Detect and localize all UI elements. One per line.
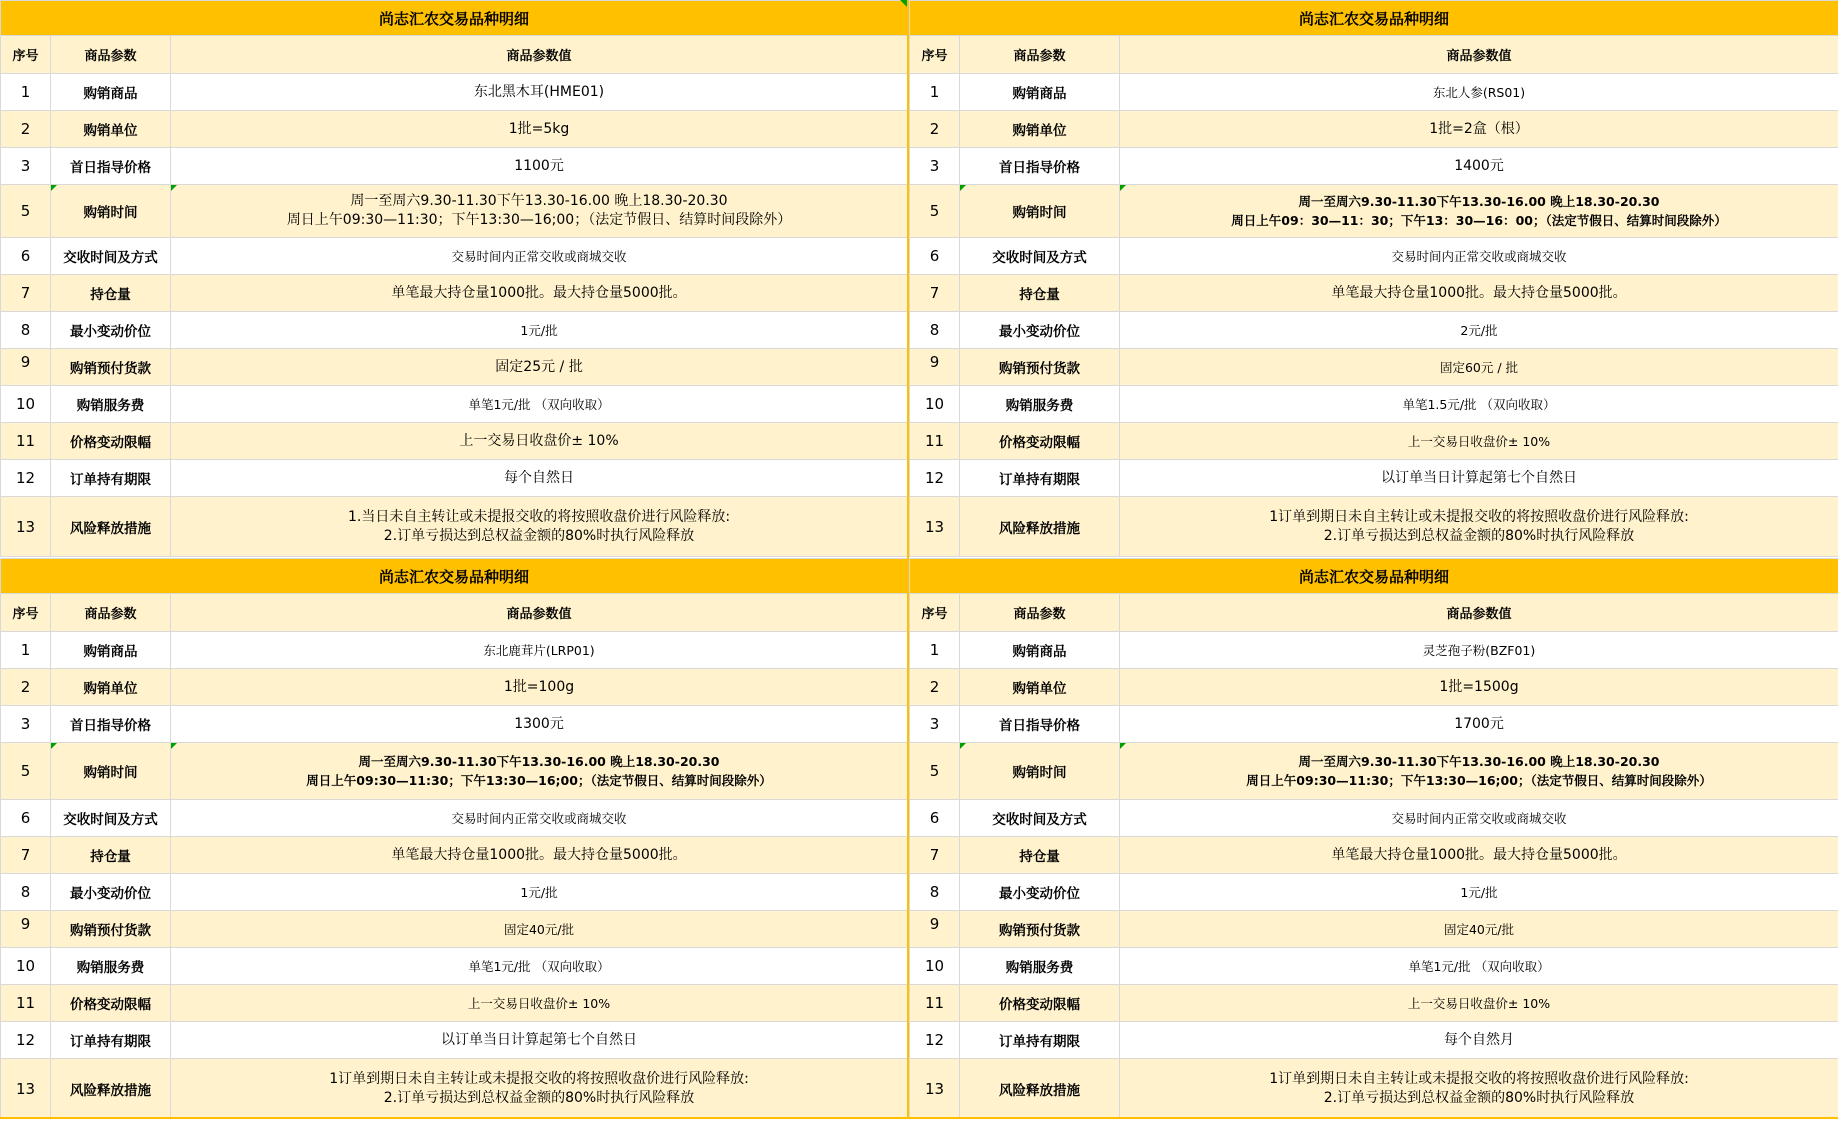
param-value-cell[interactable] <box>1120 238 1838 275</box>
param-name-cell[interactable]: 订单持有期限 <box>960 460 1120 497</box>
table-title-row <box>1 1 908 36</box>
row-number-cell[interactable]: 12 <box>910 460 960 497</box>
row-number-cell[interactable]: 13 <box>910 1059 960 1119</box>
param-value-line: 1.当日未自主转让或未提报交收的将按照收盘价进行风险释放: <box>347 508 731 525</box>
param-value-line: 1订单到期日未自主转让或未提报交收的将按照收盘价进行风险释放: <box>1269 1070 1689 1087</box>
param-name-cell[interactable]: 购销服务费 <box>960 386 1120 423</box>
param-value-line: 固定25元 / 批 <box>495 358 583 375</box>
param-value-cell[interactable] <box>171 423 908 460</box>
table-row <box>910 497 1838 557</box>
param-value-cell[interactable] <box>1120 275 1838 312</box>
header-param[interactable]: 商品参数 <box>960 594 1120 632</box>
table-row <box>1 349 908 386</box>
param-value-cell[interactable] <box>171 669 908 706</box>
param-value-cell[interactable] <box>1120 985 1838 1022</box>
param-value-line: 周一至周六9.30-11.30下午13.30-16.00 晚上18.30-20.30 <box>1298 194 1660 209</box>
param-value-line: 东北人参(RS01) <box>1432 84 1526 100</box>
table-row <box>1 1022 908 1059</box>
table-row <box>910 460 1838 497</box>
param-value-line: 1300元 <box>514 715 564 732</box>
comment-marker-icon <box>1120 743 1126 749</box>
row-number-cell[interactable]: 3 <box>910 148 960 185</box>
param-value-line: 单笔最大持仓量1000批。最大持仓量5000批。 <box>391 846 687 863</box>
header-value[interactable]: 商品参数值 <box>1120 594 1838 632</box>
row-number-cell[interactable]: 8 <box>910 874 960 911</box>
param-name-cell[interactable]: 风险释放措施 <box>51 497 171 557</box>
table-row <box>1 800 908 837</box>
param-value-line: 交易时间内正常交收或商城交收 <box>1391 248 1567 264</box>
param-value-cell[interactable] <box>1120 1059 1838 1119</box>
param-value-cell[interactable] <box>171 386 908 423</box>
param-name-cell[interactable]: 购销预付货款 <box>51 911 171 948</box>
table-row <box>1 911 908 948</box>
table-row <box>910 74 1838 111</box>
table-row <box>910 874 1838 911</box>
param-name-cell[interactable]: 购销单位 <box>51 669 171 706</box>
param-name-cell[interactable]: 购销服务费 <box>51 386 171 423</box>
param-value-line: 2.订单亏损达到总权益金额的80%时执行风险释放 <box>1323 527 1635 544</box>
param-value-cell[interactable] <box>171 985 908 1022</box>
param-value-line: 上一交易日收盘价± 10% <box>467 995 611 1011</box>
table-row <box>1 74 908 111</box>
param-value-line: 2.订单亏损达到总权益金额的80%时执行风险释放 <box>383 527 695 544</box>
param-value-cell[interactable] <box>1120 185 1838 238</box>
comment-marker-icon <box>171 743 177 749</box>
row-number-cell[interactable]: 1 <box>910 74 960 111</box>
param-value-line: 1订单到期日未自主转让或未提报交收的将按照收盘价进行风险释放: <box>329 1070 749 1087</box>
row-number-cell[interactable]: 10 <box>1 948 51 985</box>
comment-marker-icon <box>51 185 57 191</box>
table-row <box>1 743 908 800</box>
table-title-row <box>910 1 1838 36</box>
table-row <box>1 497 908 557</box>
param-name-cell[interactable]: 价格变动限幅 <box>51 985 171 1022</box>
param-name-cell[interactable]: 最小变动价位 <box>960 874 1120 911</box>
row-number-cell[interactable]: 7 <box>1 837 51 874</box>
param-name-cell[interactable]: 持仓量 <box>51 837 171 874</box>
param-name-cell[interactable]: 价格变动限幅 <box>51 423 171 460</box>
param-name-cell[interactable]: 购销单位 <box>960 669 1120 706</box>
param-name-cell[interactable]: 购销时间 <box>51 743 171 800</box>
param-value-cell[interactable] <box>1120 706 1838 743</box>
table-row <box>1 948 908 985</box>
table-row <box>1 669 908 706</box>
param-value-cell[interactable] <box>171 238 908 275</box>
table-title-row <box>910 559 1838 594</box>
param-name-cell[interactable]: 首日指导价格 <box>51 706 171 743</box>
param-value-line: 2.订单亏损达到总权益金额的80%时执行风险释放 <box>1323 1089 1635 1106</box>
column-header-row <box>1 594 908 632</box>
table-row <box>1 1059 908 1119</box>
table-row <box>910 1022 1838 1059</box>
param-value-cell[interactable] <box>171 837 908 874</box>
param-name-cell[interactable]: 最小变动价位 <box>51 874 171 911</box>
param-value-line: 周一至周六9.30-11.30下午13.30-16.00 晚上18.30-20.30 <box>350 193 728 209</box>
product-panel-bottom-left <box>0 558 907 1119</box>
param-name-cell[interactable]: 交收时间及方式 <box>960 238 1120 275</box>
table-title[interactable]: 尚志汇农交易品种明细 <box>1 1 908 36</box>
param-value-line: 周日上午09：30—11：30；下午13：30—16：00；（法定节假日、结算时间段除外） <box>1231 213 1727 228</box>
param-value-cell[interactable] <box>171 911 908 948</box>
row-number-cell[interactable]: 2 <box>1 111 51 148</box>
table-title[interactable]: 尚志汇农交易品种明细 <box>910 559 1838 594</box>
param-value-line: 以订单当日计算起第七个自然日 <box>441 1031 637 1048</box>
header-value[interactable]: 商品参数值 <box>171 594 908 632</box>
row-number-cell[interactable]: 13 <box>1 1059 51 1119</box>
comment-marker-icon <box>171 185 177 191</box>
row-number-cell[interactable]: 11 <box>1 985 51 1022</box>
param-value-line: 单笔最大持仓量1000批。最大持仓量5000批。 <box>391 284 687 301</box>
header-param[interactable]: 商品参数 <box>51 594 171 632</box>
comment-marker-icon <box>960 743 966 749</box>
param-name-cell[interactable]: 交收时间及方式 <box>960 800 1120 837</box>
table-title[interactable]: 尚志汇农交易品种明细 <box>910 1 1838 36</box>
row-number-cell[interactable]: 10 <box>910 948 960 985</box>
param-value-line: 单笔1元/批 （双向收取） <box>468 396 610 412</box>
param-value-line: 2.订单亏损达到总权益金额的80%时执行风险释放 <box>383 1089 695 1106</box>
param-name-cell[interactable]: 持仓量 <box>960 275 1120 312</box>
param-value-line: 单笔最大持仓量1000批。最大持仓量5000批。 <box>1331 284 1627 301</box>
param-value-line: 周一至周六9.30-11.30下午13.30-16.00 晚上18.30-20.30 <box>358 754 720 769</box>
param-name-cell[interactable]: 最小变动价位 <box>51 312 171 349</box>
row-number-cell[interactable]: 11 <box>910 985 960 1022</box>
param-value-line: 灵芝孢子粉(BZF01) <box>1422 642 1536 658</box>
table-title[interactable]: 尚志汇农交易品种明细 <box>1 559 908 594</box>
row-number-cell[interactable]: 11 <box>1 423 51 460</box>
param-value-cell[interactable] <box>1120 312 1838 349</box>
row-number-cell[interactable]: 10 <box>910 386 960 423</box>
product-spec-table <box>909 558 1838 1119</box>
param-value-line: 1订单到期日未自主转让或未提报交收的将按照收盘价进行风险释放: <box>1269 508 1689 525</box>
product-spec-table <box>0 0 908 557</box>
param-name-cell[interactable]: 首日指导价格 <box>960 148 1120 185</box>
product-spec-table <box>0 558 908 1119</box>
param-value-line: 上一交易日收盘价± 10% <box>1407 433 1551 449</box>
row-number-cell[interactable]: 9 <box>910 911 960 948</box>
param-value-cell[interactable] <box>1120 497 1838 557</box>
table-row <box>1 386 908 423</box>
param-name-cell[interactable]: 首日指导价格 <box>960 706 1120 743</box>
param-value-cell[interactable] <box>1120 148 1838 185</box>
param-value-line: 东北黑木耳(HME01) <box>473 83 605 100</box>
product-spec-table <box>909 0 1838 557</box>
table-row <box>910 386 1838 423</box>
table-row <box>910 312 1838 349</box>
row-number-cell[interactable]: 2 <box>910 669 960 706</box>
param-value-cell[interactable] <box>171 349 908 386</box>
table-row <box>1 632 908 669</box>
param-value-line: 固定40元/批 <box>1443 921 1515 937</box>
param-value-cell[interactable] <box>171 874 908 911</box>
param-value-line: 上一交易日收盘价± 10% <box>459 432 619 449</box>
header-no[interactable]: 序号 <box>910 36 960 74</box>
row-number-cell[interactable]: 5 <box>1 185 51 238</box>
param-name-cell[interactable]: 购销预付货款 <box>51 349 171 386</box>
param-value-line: 2元/批 <box>1460 322 1498 338</box>
param-name-cell[interactable]: 购销服务费 <box>51 948 171 985</box>
param-value-cell[interactable] <box>1120 948 1838 985</box>
param-value-line: 周日上午09:30—11:30；下午13:30—16;00；（法定节假日、结算时间段除外） <box>1246 773 1712 788</box>
param-value-line: 1批=1500g <box>1439 678 1519 695</box>
header-param[interactable]: 商品参数 <box>960 36 1120 74</box>
param-name-cell[interactable]: 购销预付货款 <box>960 911 1120 948</box>
table-row <box>1 706 908 743</box>
param-value-cell[interactable] <box>171 632 908 669</box>
param-name-cell[interactable]: 购销时间 <box>960 743 1120 800</box>
row-number-cell[interactable]: 9 <box>910 349 960 386</box>
param-value-cell[interactable] <box>1120 1022 1838 1059</box>
param-value-cell[interactable] <box>1120 837 1838 874</box>
param-value-line: 单笔1元/批 （双向收取） <box>468 958 610 974</box>
row-number-cell[interactable]: 1 <box>910 632 960 669</box>
comment-marker-icon <box>1120 185 1126 191</box>
param-name-cell[interactable]: 风险释放措施 <box>960 1059 1120 1119</box>
param-name-cell[interactable]: 订单持有期限 <box>51 1022 171 1059</box>
param-value-line: 1元/批 <box>520 322 558 338</box>
sheet-bottom-border <box>0 1117 1838 1119</box>
param-value-cell[interactable] <box>1120 111 1838 148</box>
param-value-cell[interactable] <box>1120 743 1838 800</box>
param-value-line: 每个自然月 <box>1444 1031 1514 1048</box>
row-number-cell[interactable]: 9 <box>1 911 51 948</box>
param-value-cell[interactable] <box>171 706 908 743</box>
param-value-line: 1批=5kg <box>508 120 570 137</box>
param-value-cell[interactable] <box>1120 423 1838 460</box>
param-value-line: 固定40元/批 <box>503 921 575 937</box>
product-panel-top-left <box>0 0 907 557</box>
param-value-cell[interactable] <box>171 497 908 557</box>
table-row <box>1 460 908 497</box>
row-number-cell[interactable]: 2 <box>1 669 51 706</box>
param-value-cell[interactable] <box>171 800 908 837</box>
param-value-cell[interactable] <box>1120 911 1838 948</box>
table-row <box>1 148 908 185</box>
row-number-cell[interactable]: 11 <box>910 423 960 460</box>
table-row <box>1 238 908 275</box>
column-header-row <box>910 594 1838 632</box>
table-row <box>1 275 908 312</box>
param-name-cell[interactable]: 价格变动限幅 <box>960 985 1120 1022</box>
row-number-cell[interactable]: 6 <box>910 800 960 837</box>
param-value-line: 周一至周六9.30-11.30下午13.30-16.00 晚上18.30-20.30 <box>1298 754 1660 769</box>
param-value-line: 1400元 <box>1454 157 1504 174</box>
row-number-cell[interactable]: 7 <box>1 275 51 312</box>
table-title-row <box>1 559 908 594</box>
param-name-cell[interactable]: 订单持有期限 <box>960 1022 1120 1059</box>
column-header-row <box>910 36 1838 74</box>
param-value-cell[interactable] <box>171 185 908 238</box>
table-row <box>1 185 908 238</box>
param-name-cell[interactable]: 价格变动限幅 <box>960 423 1120 460</box>
table-row <box>1 423 908 460</box>
param-value-line: 以订单当日计算起第七个自然日 <box>1381 469 1577 486</box>
row-number-cell[interactable]: 10 <box>1 386 51 423</box>
param-value-cell[interactable] <box>171 312 908 349</box>
table-row <box>910 800 1838 837</box>
row-number-cell[interactable]: 2 <box>910 111 960 148</box>
header-value[interactable]: 商品参数值 <box>1120 36 1838 74</box>
row-number-cell[interactable]: 1 <box>1 74 51 111</box>
row-number-cell[interactable]: 5 <box>910 185 960 238</box>
param-name-cell[interactable]: 购销单位 <box>51 111 171 148</box>
table-row <box>910 911 1838 948</box>
param-value-line: 1700元 <box>1454 715 1504 732</box>
param-value-cell[interactable] <box>171 1059 908 1119</box>
table-row <box>910 148 1838 185</box>
comment-marker-icon <box>960 185 966 191</box>
param-value-line: 交易时间内正常交收或商城交收 <box>451 248 627 264</box>
param-value-line: 上一交易日收盘价± 10% <box>1407 995 1551 1011</box>
param-value-line: 1元/批 <box>520 884 558 900</box>
param-value-cell[interactable] <box>171 74 908 111</box>
table-row <box>910 743 1838 800</box>
param-name-cell[interactable]: 购销单位 <box>960 111 1120 148</box>
param-value-cell[interactable] <box>1120 874 1838 911</box>
param-name-cell[interactable]: 购销预付货款 <box>960 349 1120 386</box>
param-name-cell[interactable]: 订单持有期限 <box>51 460 171 497</box>
param-value-cell[interactable] <box>1120 669 1838 706</box>
param-value-line: 东北鹿茸片(LRP01) <box>483 642 595 658</box>
param-value-cell[interactable] <box>1120 386 1838 423</box>
param-value-line: 单笔1.5元/批 （双向收取） <box>1402 396 1556 412</box>
param-name-cell[interactable]: 最小变动价位 <box>960 312 1120 349</box>
param-value-cell[interactable] <box>1120 800 1838 837</box>
row-number-cell[interactable]: 3 <box>1 706 51 743</box>
table-row <box>1 111 908 148</box>
table-row <box>910 1059 1838 1119</box>
param-value-line: 单笔1元/批 （双向收取） <box>1408 958 1550 974</box>
row-number-cell[interactable]: 3 <box>1 148 51 185</box>
table-row <box>910 632 1838 669</box>
param-value-line: 1批=100g <box>503 678 575 695</box>
param-name-cell[interactable]: 交收时间及方式 <box>51 238 171 275</box>
param-name-cell[interactable]: 风险释放措施 <box>51 1059 171 1119</box>
row-number-cell[interactable]: 3 <box>910 706 960 743</box>
param-value-line: 交易时间内正常交收或商城交收 <box>1391 810 1567 826</box>
table-row <box>910 185 1838 238</box>
param-value-line: 1元/批 <box>1460 884 1498 900</box>
table-row <box>910 706 1838 743</box>
param-value-cell[interactable] <box>171 275 908 312</box>
param-value-line: 周日上午09:30—11:30；下午13:30—16;00；（法定节假日、结算时间段除外） <box>286 212 792 228</box>
table-row <box>1 874 908 911</box>
table-row <box>910 948 1838 985</box>
table-row <box>910 837 1838 874</box>
header-param[interactable]: 商品参数 <box>51 36 171 74</box>
table-row <box>910 111 1838 148</box>
param-value-line: 固定60元 / 批 <box>1439 359 1519 375</box>
param-value-cell[interactable] <box>171 1022 908 1059</box>
column-header-row <box>1 36 908 74</box>
row-number-cell[interactable]: 5 <box>1 743 51 800</box>
header-value[interactable]: 商品参数值 <box>171 36 908 74</box>
header-no[interactable]: 序号 <box>1 594 51 632</box>
param-value-cell[interactable] <box>1120 349 1838 386</box>
row-number-cell[interactable]: 6 <box>910 238 960 275</box>
param-value-cell[interactable] <box>171 460 908 497</box>
param-value-line: 1100元 <box>514 157 564 174</box>
table-row <box>910 238 1838 275</box>
param-value-line: 单笔最大持仓量1000批。最大持仓量5000批。 <box>1331 846 1627 863</box>
param-value-cell[interactable] <box>1120 460 1838 497</box>
row-number-cell[interactable]: 1 <box>1 632 51 669</box>
comment-marker-icon <box>900 0 907 7</box>
row-number-cell[interactable]: 12 <box>1 1022 51 1059</box>
row-number-cell[interactable]: 8 <box>1 874 51 911</box>
row-number-cell[interactable]: 12 <box>910 1022 960 1059</box>
param-name-cell[interactable]: 购销时间 <box>51 185 171 238</box>
table-row <box>1 985 908 1022</box>
param-value-cell[interactable] <box>1120 74 1838 111</box>
param-name-cell[interactable]: 购销商品 <box>51 74 171 111</box>
param-value-line: 交易时间内正常交收或商城交收 <box>451 810 627 826</box>
row-number-cell[interactable]: 13 <box>1 497 51 557</box>
row-number-cell[interactable]: 6 <box>1 238 51 275</box>
table-row <box>910 275 1838 312</box>
param-value-cell[interactable] <box>1120 632 1838 669</box>
param-name-cell[interactable]: 购销服务费 <box>960 948 1120 985</box>
param-name-cell[interactable]: 购销时间 <box>960 185 1120 238</box>
param-value-line: 周日上午09:30—11:30；下午13:30—16;00；（法定节假日、结算时间段除外） <box>306 773 772 788</box>
row-number-cell[interactable]: 6 <box>1 800 51 837</box>
param-value-cell[interactable] <box>171 148 908 185</box>
product-panel-bottom-right <box>909 558 1838 1119</box>
param-name-cell[interactable]: 购销商品 <box>51 632 171 669</box>
param-name-cell[interactable]: 持仓量 <box>51 275 171 312</box>
comment-marker-icon <box>51 743 57 749</box>
param-name-cell[interactable]: 交收时间及方式 <box>51 800 171 837</box>
param-name-cell[interactable]: 首日指导价格 <box>51 148 171 185</box>
param-value-cell[interactable] <box>171 743 908 800</box>
row-number-cell[interactable]: 13 <box>910 497 960 557</box>
param-name-cell[interactable]: 购销商品 <box>960 632 1120 669</box>
header-no[interactable]: 序号 <box>910 594 960 632</box>
row-number-cell[interactable]: 8 <box>910 312 960 349</box>
row-number-cell[interactable]: 7 <box>910 275 960 312</box>
param-name-cell[interactable]: 持仓量 <box>960 837 1120 874</box>
table-row <box>910 669 1838 706</box>
table-row <box>910 349 1838 386</box>
product-panel-top-right <box>909 0 1838 557</box>
row-number-cell[interactable]: 7 <box>910 837 960 874</box>
header-no[interactable]: 序号 <box>1 36 51 74</box>
param-name-cell[interactable]: 风险释放措施 <box>960 497 1120 557</box>
table-row <box>910 985 1838 1022</box>
table-row <box>1 837 908 874</box>
table-row <box>910 423 1838 460</box>
row-number-cell[interactable]: 5 <box>910 743 960 800</box>
row-number-cell[interactable]: 12 <box>1 460 51 497</box>
row-number-cell[interactable]: 8 <box>1 312 51 349</box>
row-number-cell[interactable]: 9 <box>1 349 51 386</box>
param-value-cell[interactable] <box>171 948 908 985</box>
table-row <box>1 312 908 349</box>
param-value-line: 每个自然日 <box>504 469 574 486</box>
param-name-cell[interactable]: 购销商品 <box>960 74 1120 111</box>
param-value-line: 1批=2盒（根） <box>1429 120 1529 137</box>
panel-divider <box>907 0 909 1117</box>
param-value-cell[interactable] <box>171 111 908 148</box>
